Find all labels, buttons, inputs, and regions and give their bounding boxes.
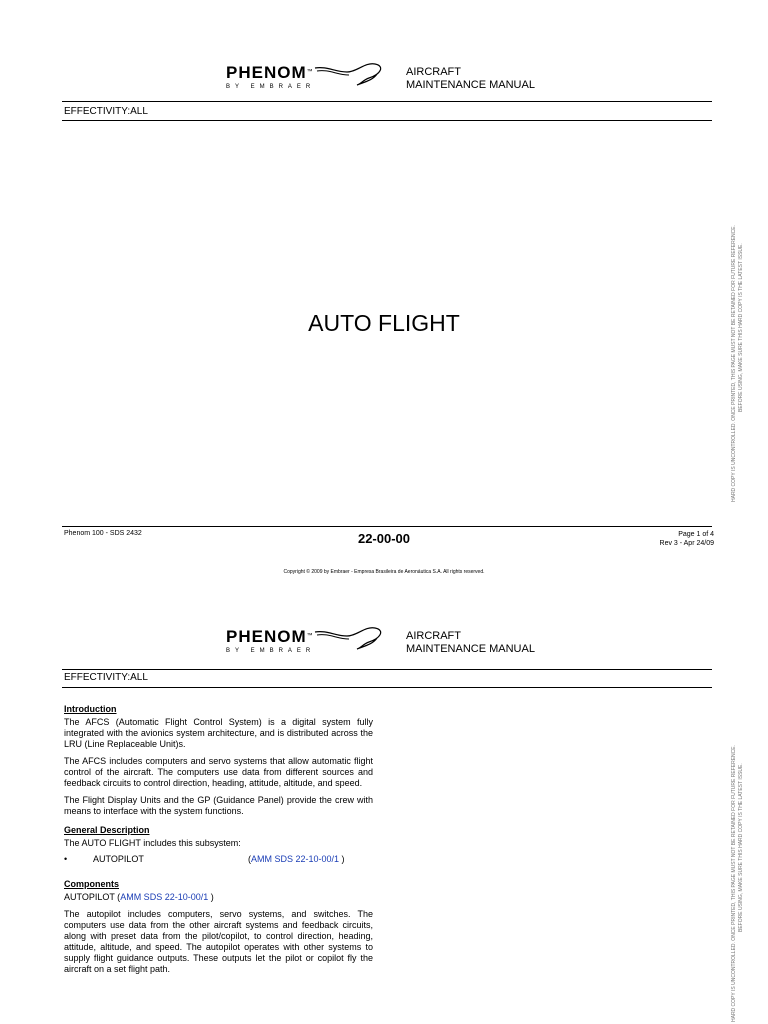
footer-model-code: Phenom 100 - SDS 2432: [64, 530, 142, 537]
components-paragraph: The autopilot includes computers, servo systems, and switches. The computers use data from the other aircraft systems and feedback circuits, along with preset data from the pilot/copilot, to control direction, heading, attitude, altitude, and speed. The autopilot operates with other systems to supply flight guidance outputs. These outputs let the pilot or copilot fly the aircraft on a set flight path.: [64, 909, 373, 974]
components-heading: Components: [64, 879, 119, 889]
intro-paragraph-3: The Flight Display Units and the GP (Guidance Panel) provide the crew with means to interface with the system functions.: [64, 795, 373, 816]
component-close-paren: ): [208, 892, 214, 902]
document-page-2: [0, 590, 768, 1024]
brand-name: PHENOM: [226, 627, 307, 646]
effectivity-label: EFFECTIVITY:ALL: [64, 672, 148, 683]
trademark-symbol: ™: [306, 633, 314, 639]
brand-name: PHENOM: [226, 63, 307, 82]
general-description-paragraph: The AUTO FLIGHT includes this subsystem:: [64, 838, 241, 848]
phenom-logo: [226, 63, 535, 91]
manual-title: [406, 66, 606, 92]
amm-sds-link[interactable]: AMM SDS 22-10-00/1: [251, 854, 340, 864]
manual-title-line1: AIRCRAFT: [406, 66, 461, 78]
subsystem-list-item: [64, 854, 373, 867]
aircraft-swoosh-icon: [313, 624, 393, 652]
footer-chapter-number: 22-00-00: [357, 531, 411, 546]
uncontrolled-copy-note: [731, 745, 745, 1022]
manual-title-line2: MAINTENANCE MANUAL: [406, 643, 535, 655]
phenom-logo: [226, 627, 535, 655]
manual-title: [406, 630, 606, 656]
introduction-heading: Introduction: [64, 704, 117, 714]
document-body: [64, 704, 373, 981]
aircraft-swoosh-icon: [313, 60, 393, 88]
brand-byline: BY EMBRAER: [226, 84, 316, 90]
header-rule-bottom: [62, 687, 712, 688]
effectivity-label: EFFECTIVITY:ALL: [64, 106, 148, 117]
ref-close-paren: ): [339, 854, 345, 864]
component-amm-sds-link[interactable]: AMM SDS 22-10-00/1: [120, 892, 209, 902]
uncontrolled-note-line2: BEFORE USING, MAKE SURE THIS HARD COPY IS THE LATEST ISSUE.: [738, 763, 744, 932]
component-name: AUTOPILOT (: [64, 892, 121, 902]
ref-open-paren: (: [248, 854, 251, 864]
uncontrolled-note-line2: BEFORE USING, MAKE SURE THIS HARD COPY IS THE LATEST ISSUE.: [738, 243, 744, 412]
component-title: [64, 892, 373, 903]
header-rule-bottom: [62, 120, 712, 121]
intro-paragraph-2: The AFCS includes computers and servo systems that allow automatic flight control of the aircraft. The computers use data from different sources and feedback circuits to control direction, heading, attitude, altitude, and speed.: [64, 756, 373, 788]
copyright-notice: Copyright © 2009 by Embraer - Empresa Brasileira de Aeronáutica S.A. All rights reserved.: [283, 569, 485, 575]
footer-rule: [62, 526, 712, 527]
footer-page-info: [660, 530, 714, 548]
uncontrolled-note-line1: HARD COPY IS UNCONTROLLED. ONCE PRINTED, THIS PAGE MUST NOT BE RETAINED FOR FUTURE REFERENCE.: [731, 745, 737, 1022]
brand-byline: BY EMBRAER: [226, 648, 316, 654]
subsystem-reference: [248, 854, 345, 865]
uncontrolled-note-line1: HARD COPY IS UNCONTROLLED. ONCE PRINTED, THIS PAGE MUST NOT BE RETAINED FOR FUTURE REFERENCE.: [731, 225, 737, 502]
header-rule-top: [62, 669, 712, 670]
header-rule-top: [62, 101, 712, 102]
subsystem-name: AUTOPILOT: [93, 854, 144, 864]
footer-revision: Rev 3 - Apr 24/09: [659, 540, 714, 547]
trademark-symbol: ™: [306, 69, 314, 75]
footer-page-number: Page 1 of 4: [678, 531, 714, 538]
bullet-icon: •: [64, 854, 68, 864]
manual-title-line1: AIRCRAFT: [406, 630, 461, 642]
intro-paragraph-1: The AFCS (Automatic Flight Control System) is a digital system fully integrated with the avionics system architecture, and is distributed across the LRU (Line Replaceable Unit)s.: [64, 717, 373, 749]
chapter-title: AUTO FLIGHT: [308, 310, 460, 336]
manual-title-line2: MAINTENANCE MANUAL: [406, 79, 535, 91]
uncontrolled-copy-note: [731, 225, 745, 502]
general-description-heading: General Description: [64, 825, 150, 835]
